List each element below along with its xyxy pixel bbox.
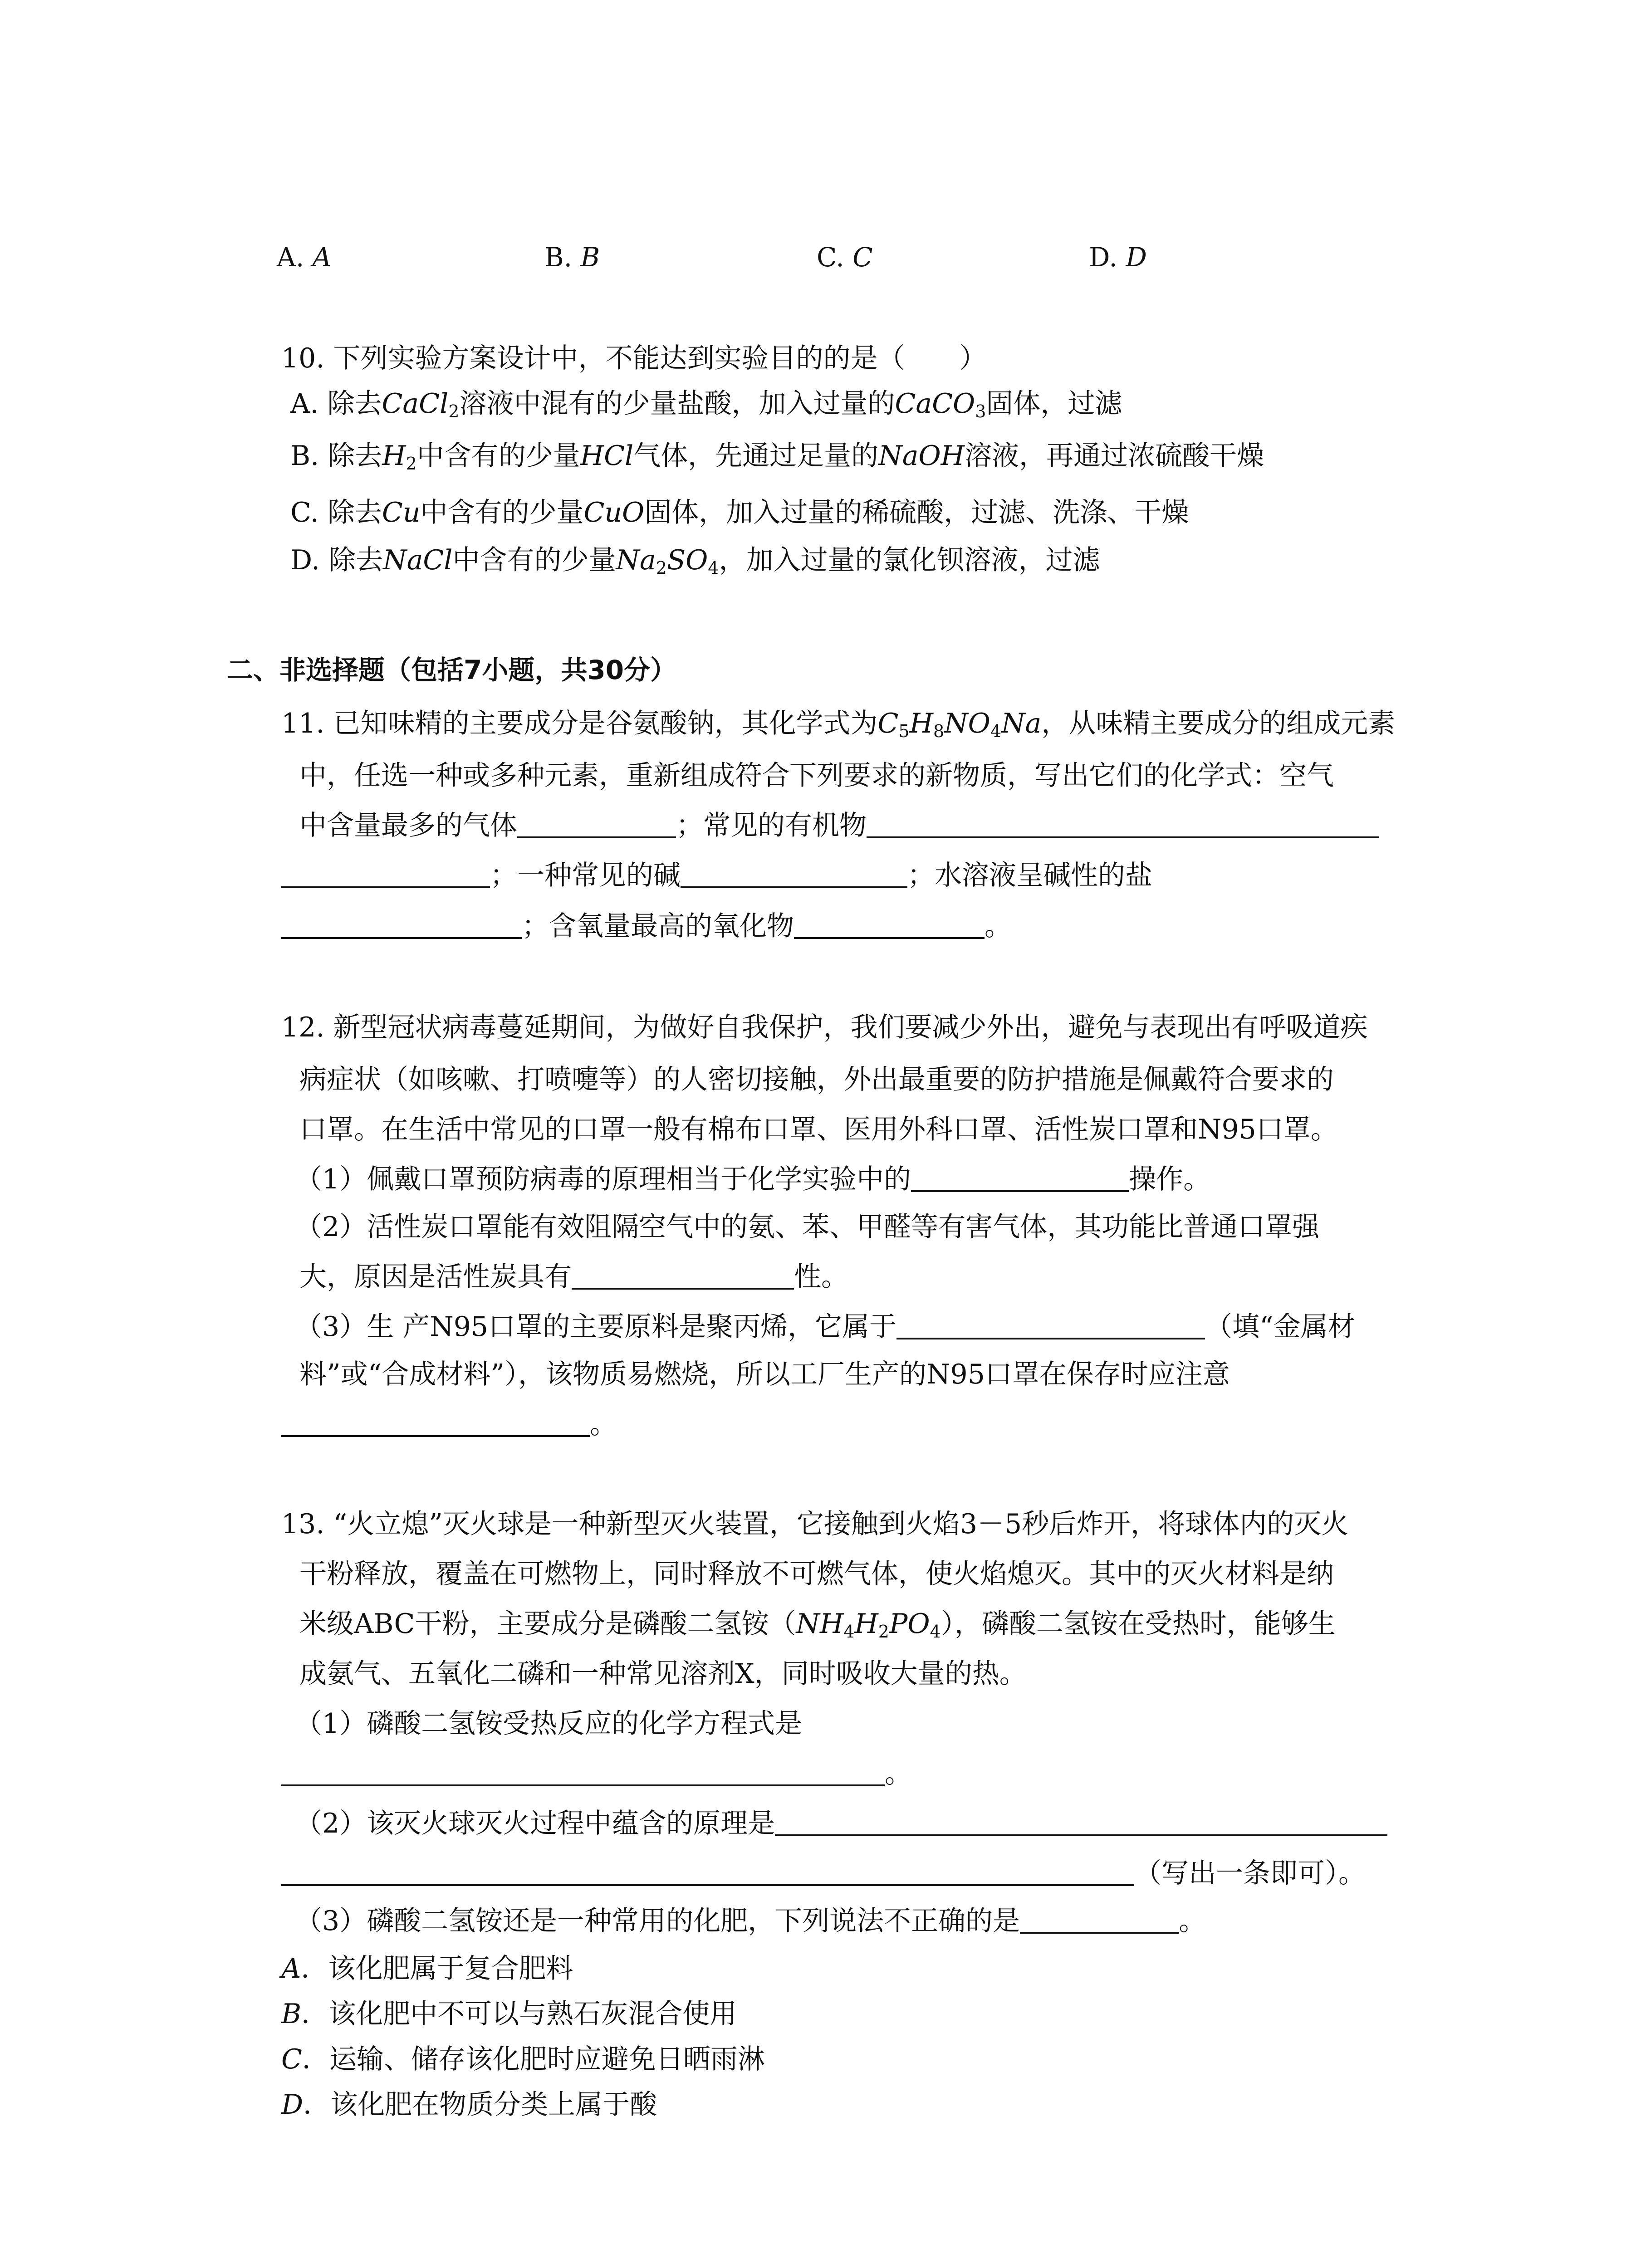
q13-part-1: （1）磷酸二氢铵受热反应的化学方程式是 bbox=[295, 1708, 803, 1740]
q12-part-3c: 。 bbox=[281, 1411, 617, 1438]
q12-part-3b: 料”或“合成材料”），该物质易燃烧，所以工厂生产的N95口罩在保存时应注意 bbox=[299, 1359, 1230, 1390]
q13-part-2-answer: （写出一条即可）。 bbox=[281, 1860, 1366, 1887]
q13-option-b: B．该化肥中不可以与熟石灰混合使用 bbox=[281, 1998, 737, 2030]
answer-blank-gas[interactable] bbox=[517, 813, 676, 838]
q10-option-c: C. 除去Cu中含有的少量CuO固体，加入过量的稀硫酸，过滤、洗涤、干燥 bbox=[290, 497, 1189, 528]
q13-part-3: （3）磷酸二氢铵还是一种常用的化肥，下列说法不正确的是 。 bbox=[295, 1905, 1206, 1937]
answer-blank-material[interactable] bbox=[896, 1314, 1205, 1339]
q11-line-1: 11. 已知味精的主要成分是谷氨酸钠，其化学式为$C_5H_8NO_4Na$，从味精主要成分的组成元素 bbox=[281, 708, 1396, 741]
answer-blank-operation[interactable] bbox=[911, 1167, 1129, 1192]
q11-line-4: ；一种常见的碱 ；水溶液呈碱性的盐 bbox=[281, 862, 1152, 889]
answer-blank-base[interactable] bbox=[681, 863, 907, 888]
q10-option-d: D. 除去NaCl中含有的少量$Na_2SO_4$，加入过量的氯化钡溶液，过滤 bbox=[290, 544, 1100, 578]
q11-line-2: 中，任选一种或多种元素，重新组成符合下列要求的新物质，写出它们的化学式：空气 bbox=[299, 760, 1334, 792]
prev-option-a: A. A bbox=[277, 242, 332, 273]
answer-blank-property[interactable] bbox=[572, 1264, 794, 1290]
answer-blank-organic[interactable] bbox=[867, 813, 1379, 838]
q13-part-2: （2）该灭火球灭火过程中蕴含的原理是 bbox=[295, 1810, 1387, 1837]
q13-line-3: 米级ABC干粉，主要成分是磷酸二氢铵$(NH_4H_2PO_4)$，磷酸二氢铵在受热时，能够生 bbox=[299, 1608, 1336, 1642]
prev-option-b: B. B bbox=[544, 242, 600, 273]
answer-blank-salt[interactable] bbox=[281, 914, 522, 939]
answer-blank-choice[interactable] bbox=[1020, 1908, 1179, 1934]
q12-part-3a: （3）生 产N95口罩的主要原料是聚丙烯，它属于 （填“金属材 bbox=[295, 1311, 1355, 1343]
q12-line-1: 12. 新型冠状病毒蔓延期间，为做好自我保护，我们要减少外出，避免与表现出有呼吸道疾 bbox=[281, 1012, 1368, 1043]
q10-stem: 10. 下列实验方案设计中，不能达到实验目的的是（ ） bbox=[281, 342, 987, 374]
q13-line-2: 干粉释放，覆盖在可燃物上，同时释放不可燃气体，使火焰熄灭。其中的灭火材料是纳 bbox=[299, 1558, 1334, 1590]
q13-line-4: 成氨气、五氧化二磷和一种常见溶剂X，同时吸收大量的热。 bbox=[299, 1658, 1027, 1690]
q11-line-3: 中含量最多的气体 ；常见的有机物 bbox=[299, 812, 1379, 839]
q10-option-a: A. 除去CaCl$_2$溶液中混有的少量盐酸，加入过量的CaCO$_3$固体，过滤 bbox=[290, 388, 1122, 421]
q13-line-1: 13. “火立熄”灭火球是一种新型灭火装置，它接触到火焰3－5秒后炸开，将球体内的灭火 bbox=[281, 1508, 1349, 1540]
answer-blank-oxide[interactable] bbox=[794, 914, 985, 939]
answer-blank-organic-cont[interactable] bbox=[281, 863, 490, 888]
q12-part-1: （1）佩戴口罩预防病毒的原理相当于化学实验中的 操作。 bbox=[295, 1163, 1211, 1195]
answer-blank-principle[interactable] bbox=[775, 1811, 1387, 1836]
q12-part-2a: （2）活性炭口罩能有效阻隔空气中的氨、苯、甲醛等有害气体，其功能比普通口罩强 bbox=[295, 1211, 1320, 1243]
answer-blank-equation[interactable] bbox=[281, 1761, 885, 1786]
prev-option-d: D. D bbox=[1089, 242, 1147, 273]
q11-line-5: ；含氧量最高的氧化物 。 bbox=[281, 913, 1012, 940]
q12-line-2: 病症状（如咳嗽、打喷嚏等）的人密切接触，外出最重要的防护措施是佩戴符合要求的 bbox=[299, 1064, 1334, 1095]
q13-option-c: C．运输、储存该化肥时应避免日晒雨淋 bbox=[281, 2043, 765, 2075]
section-heading: 二、非选择题（包括7小题，共30分） bbox=[227, 655, 677, 685]
prev-option-c: C. C bbox=[817, 242, 873, 273]
q13-option-a: A．该化肥属于复合肥料 bbox=[281, 1953, 573, 1984]
q10-option-b: B. 除去$H_2$中含有的少量HCl气体，先通过足量的NaOH溶液，再通过浓硫酸干燥 bbox=[290, 440, 1264, 474]
answer-blank-principle-cont[interactable] bbox=[281, 1861, 1134, 1886]
q12-part-2b: 大，原因是活性炭具有 性。 bbox=[299, 1261, 848, 1293]
q12-line-3: 口罩。在生活中常见的口罩一般有棉布口罩、医用外科口罩、活性炭口罩和N95口罩。 bbox=[299, 1114, 1338, 1145]
q13-option-d: D．该化肥在物质分类上属于酸 bbox=[281, 2089, 657, 2121]
answer-blank-storage[interactable] bbox=[281, 1412, 590, 1437]
q13-part-1-answer: 。 bbox=[281, 1760, 912, 1787]
